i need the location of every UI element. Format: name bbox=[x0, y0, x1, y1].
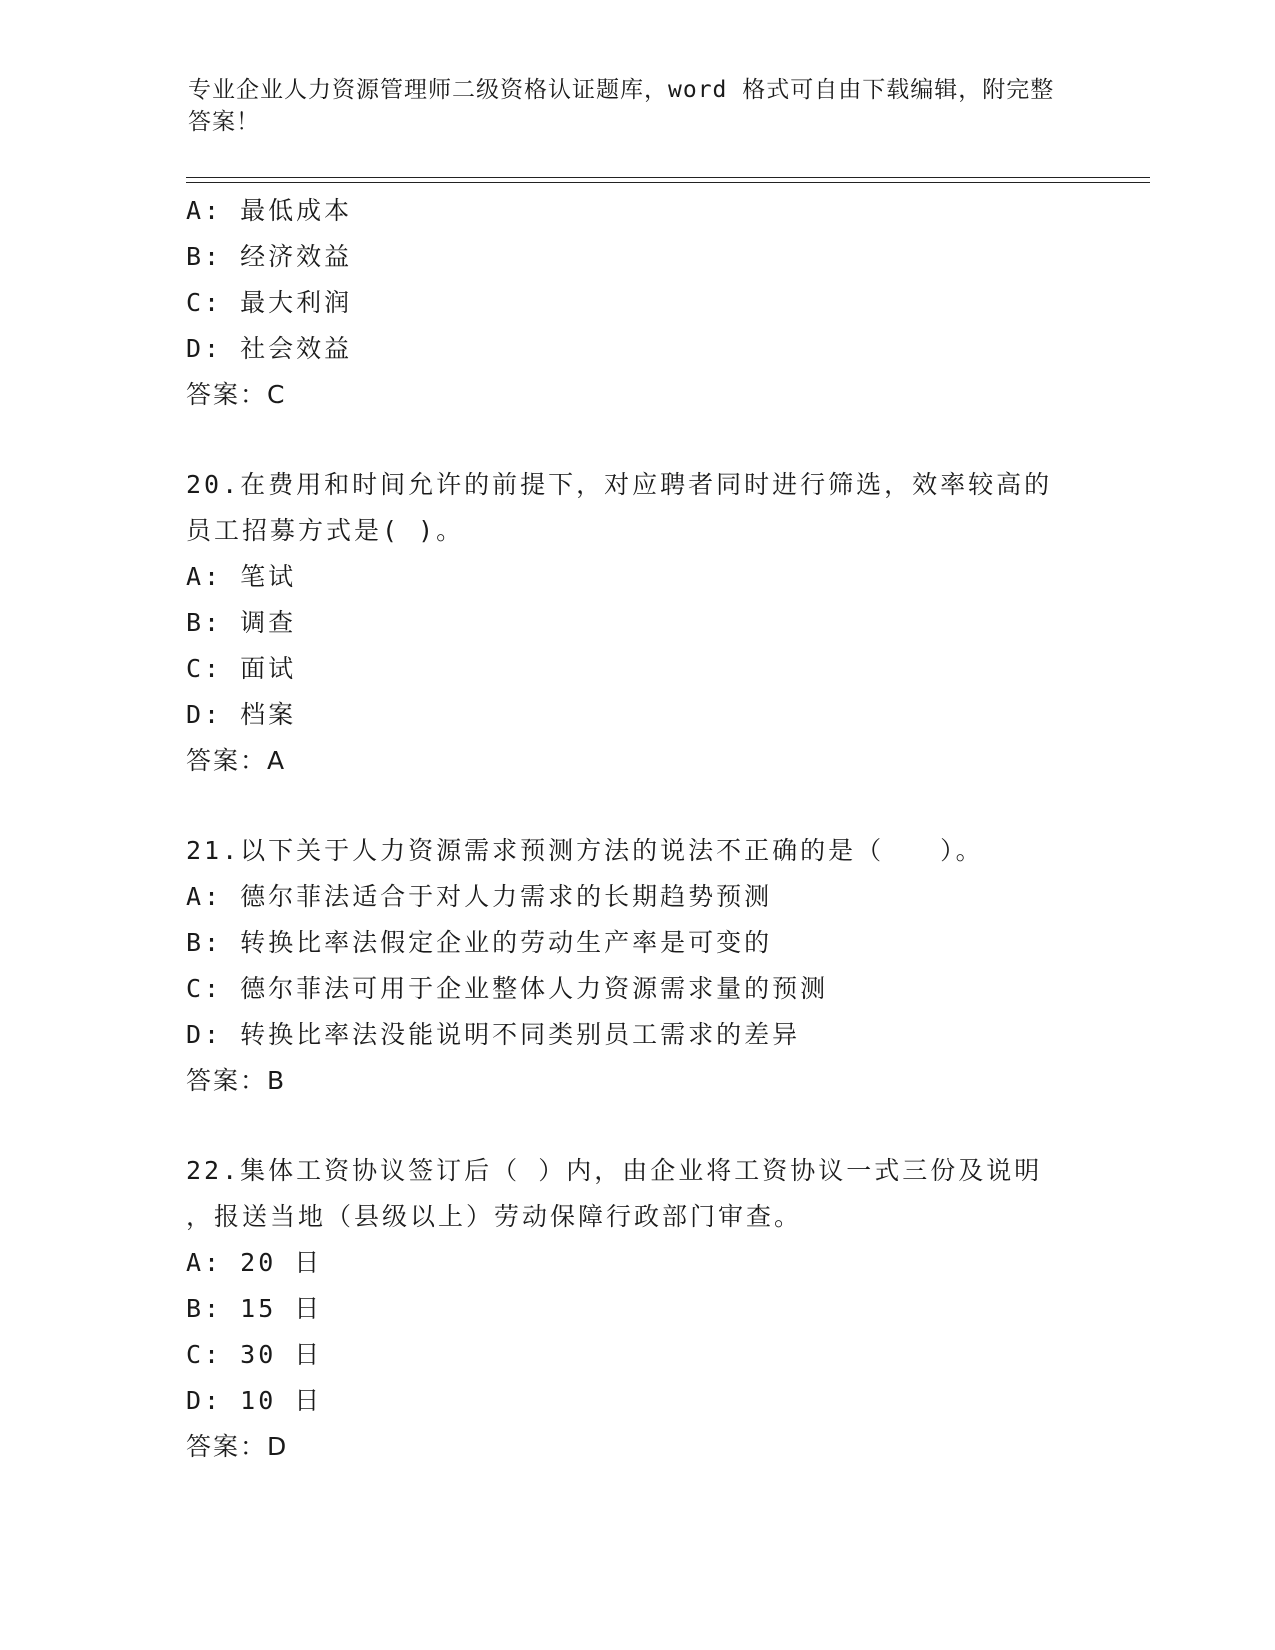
answer: 答案：B bbox=[186, 1066, 287, 1095]
question-20 bbox=[186, 462, 1086, 784]
option-b: B: 转换比率法假定企业的劳动生产率是可变的 bbox=[186, 928, 773, 957]
question-21 bbox=[186, 828, 1086, 1104]
question-19 bbox=[186, 188, 1086, 418]
option-d: D: 社会效益 bbox=[186, 334, 353, 363]
question-list bbox=[186, 188, 1086, 1470]
question-22 bbox=[186, 1148, 1086, 1470]
option-d: D: 档案 bbox=[186, 700, 297, 729]
option-b: B: 15 日 bbox=[186, 1294, 323, 1323]
question-spacer bbox=[186, 1104, 1086, 1148]
question-stem: 21.以下关于人力资源需求预测方法的说法不正确的是（ ）。 bbox=[186, 836, 984, 865]
header-rule-bottom bbox=[186, 182, 1150, 183]
question-stem: 员工招募方式是( )。 bbox=[186, 516, 465, 545]
document-header: 专业企业人力资源管理师二级资格认证题库，word 格式可自由下载编辑，附完整答案！ bbox=[188, 77, 1055, 135]
option-a: A: 德尔菲法适合于对人力需求的长期趋势预测 bbox=[186, 882, 773, 911]
question-stem: 22.集体工资协议签订后（ ）内，由企业将工资协议一式三份及说明 bbox=[186, 1156, 1043, 1185]
option-c: C: 德尔菲法可用于企业整体人力资源需求量的预测 bbox=[186, 974, 829, 1003]
question-spacer bbox=[186, 784, 1086, 828]
question-spacer bbox=[186, 418, 1086, 462]
option-b: B: 经济效益 bbox=[186, 242, 353, 271]
option-a: A: 20 日 bbox=[186, 1248, 323, 1277]
option-d: D: 转换比率法没能说明不同类别员工需求的差异 bbox=[186, 1020, 801, 1049]
answer: 答案：A bbox=[186, 746, 287, 775]
option-b: B: 调查 bbox=[186, 608, 297, 637]
answer: 答案：D bbox=[186, 1432, 289, 1461]
option-c: C: 最大利润 bbox=[186, 288, 353, 317]
option-c: C: 面试 bbox=[186, 654, 297, 683]
option-d: D: 10 日 bbox=[186, 1386, 323, 1415]
question-stem: 20.在费用和时间允许的前提下，对应聘者同时进行筛选，效率较高的 bbox=[186, 470, 1053, 499]
answer: 答案：C bbox=[186, 380, 287, 409]
question-stem: ，报送当地（县级以上）劳动保障行政部门审查。 bbox=[186, 1202, 803, 1231]
option-a: A: 笔试 bbox=[186, 562, 297, 591]
option-c: C: 30 日 bbox=[186, 1340, 323, 1369]
option-a: A: 最低成本 bbox=[186, 196, 353, 225]
header-rule-top bbox=[186, 177, 1150, 178]
